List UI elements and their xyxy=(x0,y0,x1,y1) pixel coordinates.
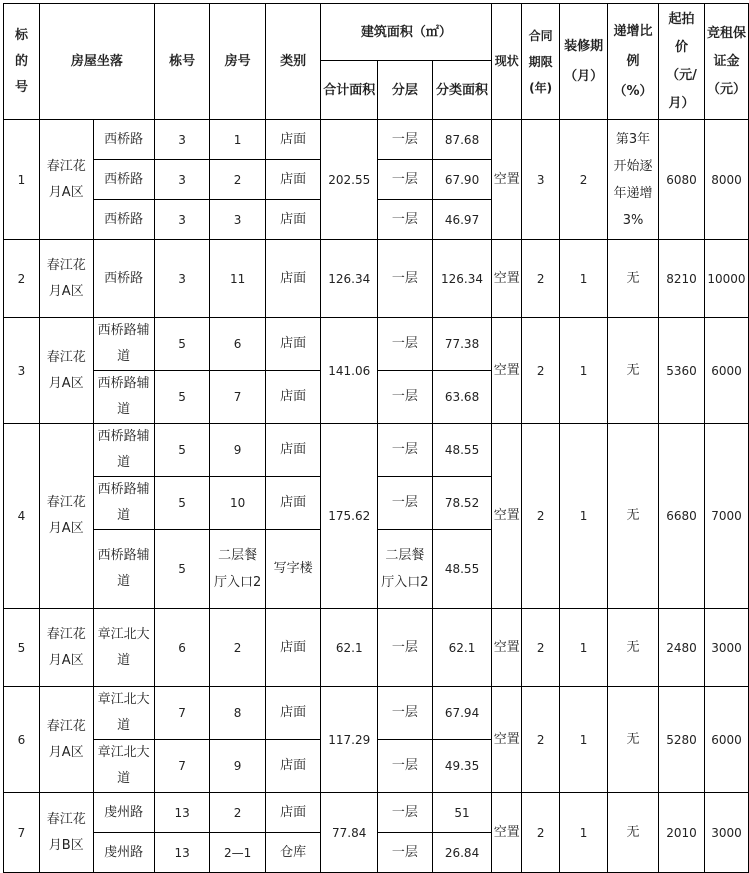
room-no: 10 xyxy=(210,477,266,530)
room-no: 7 xyxy=(210,371,266,424)
room-no: 3 xyxy=(210,200,266,240)
building-no: 5 xyxy=(154,318,209,371)
floor: 一层 xyxy=(378,609,433,687)
building-no: 6 xyxy=(154,609,209,687)
status: 空置 xyxy=(492,120,522,240)
area-total: 117.29 xyxy=(321,687,378,793)
status: 空置 xyxy=(492,609,522,687)
contract-years: 3 xyxy=(522,120,560,240)
contract-years: 2 xyxy=(522,793,560,873)
floor: 一层 xyxy=(378,687,433,740)
header-building: 栋号 xyxy=(154,4,209,120)
start-price: 5280 xyxy=(659,687,705,793)
road: 西桥路 xyxy=(93,120,154,160)
community: 春江花月A区 xyxy=(39,120,93,240)
deposit: 6000 xyxy=(704,687,748,793)
area-class: 87.68 xyxy=(432,120,492,160)
deposit: 3000 xyxy=(704,609,748,687)
room-no: 8 xyxy=(210,687,266,740)
category: 仓库 xyxy=(265,833,320,873)
renovation-months: 2 xyxy=(560,120,608,240)
building-no: 3 xyxy=(154,240,209,318)
status: 空置 xyxy=(492,793,522,873)
header-room: 房号 xyxy=(210,4,266,120)
area-class: 26.84 xyxy=(432,833,492,873)
room-no: 2 xyxy=(210,609,266,687)
building-no: 13 xyxy=(154,793,209,833)
room-no: 1 xyxy=(210,120,266,160)
road: 章江北大道 xyxy=(93,609,154,687)
contract-years: 2 xyxy=(522,318,560,424)
table-row xyxy=(4,609,749,687)
area-class: 46.97 xyxy=(432,200,492,240)
category: 店面 xyxy=(265,424,320,477)
room-no: 2 xyxy=(210,160,266,200)
road: 西桥路辅道 xyxy=(93,318,154,371)
room-no: 9 xyxy=(210,424,266,477)
header-lot: 标的号 xyxy=(4,4,40,120)
building-no: 7 xyxy=(154,740,209,793)
floor: 一层 xyxy=(378,833,433,873)
floor: 一层 xyxy=(378,318,433,371)
deposit: 10000 xyxy=(704,240,748,318)
building-no: 3 xyxy=(154,200,209,240)
area-total: 175.62 xyxy=(321,424,378,609)
area-class: 126.34 xyxy=(432,240,492,318)
floor: 一层 xyxy=(378,200,433,240)
category: 写字楼 xyxy=(265,530,320,609)
floor: 一层 xyxy=(378,740,433,793)
category: 店面 xyxy=(265,240,320,318)
area-class: 67.94 xyxy=(432,687,492,740)
header-area-class: 分类面积 xyxy=(432,61,492,120)
community: 春江花月A区 xyxy=(39,240,93,318)
start-price: 2480 xyxy=(659,609,705,687)
room-no: 6 xyxy=(210,318,266,371)
area-class: 67.90 xyxy=(432,160,492,200)
contract-years: 2 xyxy=(522,240,560,318)
start-price: 2010 xyxy=(659,793,705,873)
contract-years: 2 xyxy=(522,609,560,687)
road: 西桥路 xyxy=(93,200,154,240)
table-row xyxy=(4,424,749,477)
increase: 无 xyxy=(608,687,659,793)
community: 春江花月A区 xyxy=(39,609,93,687)
category: 店面 xyxy=(265,740,320,793)
contract-years: 2 xyxy=(522,424,560,609)
rental-lots-table xyxy=(3,3,749,873)
room-no: 9 xyxy=(210,740,266,793)
renovation-months: 1 xyxy=(560,240,608,318)
road: 章江北大道 xyxy=(93,740,154,793)
road: 虔州路 xyxy=(93,833,154,873)
road: 西桥路辅道 xyxy=(93,530,154,609)
floor: 一层 xyxy=(378,793,433,833)
building-no: 13 xyxy=(154,833,209,873)
floor: 一层 xyxy=(378,160,433,200)
increase: 无 xyxy=(608,793,659,873)
floor: 一层 xyxy=(378,240,433,318)
status: 空置 xyxy=(492,687,522,793)
status: 空置 xyxy=(492,318,522,424)
building-no: 5 xyxy=(154,371,209,424)
building-no: 3 xyxy=(154,160,209,200)
increase: 无 xyxy=(608,609,659,687)
lot-number: 3 xyxy=(4,318,40,424)
header-category: 类别 xyxy=(265,4,320,120)
header-floor: 分层 xyxy=(378,61,433,120)
road: 西桥路 xyxy=(93,160,154,200)
road: 西桥路辅道 xyxy=(93,477,154,530)
road: 西桥路辅道 xyxy=(93,424,154,477)
floor: 一层 xyxy=(378,371,433,424)
category: 店面 xyxy=(265,200,320,240)
status: 空置 xyxy=(492,240,522,318)
area-total: 126.34 xyxy=(321,240,378,318)
area-class: 48.55 xyxy=(432,424,492,477)
room-no: 2 xyxy=(210,793,266,833)
room-no: 2—1 xyxy=(210,833,266,873)
floor: 一层 xyxy=(378,120,433,160)
area-class: 77.38 xyxy=(432,318,492,371)
room-no: 二层餐厅入口2 xyxy=(210,530,266,609)
renovation-months: 1 xyxy=(560,687,608,793)
increase: 无 xyxy=(608,424,659,609)
area-class: 62.1 xyxy=(432,609,492,687)
area-class: 49.35 xyxy=(432,740,492,793)
increase: 无 xyxy=(608,318,659,424)
increase: 无 xyxy=(608,240,659,318)
category: 店面 xyxy=(265,120,320,160)
lot-number: 5 xyxy=(4,609,40,687)
road: 章江北大道 xyxy=(93,687,154,740)
building-no: 3 xyxy=(154,120,209,160)
table-row xyxy=(4,120,749,160)
table-row xyxy=(4,240,749,318)
deposit: 3000 xyxy=(704,793,748,873)
deposit: 8000 xyxy=(704,120,748,240)
lot-number: 4 xyxy=(4,424,40,609)
header-increase: 递增比例（%） xyxy=(608,4,659,120)
contract-years: 2 xyxy=(522,687,560,793)
community: 春江花月A区 xyxy=(39,687,93,793)
floor: 一层 xyxy=(378,424,433,477)
deposit: 6000 xyxy=(704,318,748,424)
area-class: 78.52 xyxy=(432,477,492,530)
table-row xyxy=(4,687,749,740)
table-row xyxy=(4,318,749,371)
header-deposit: 竞租保证金（元） xyxy=(704,4,748,120)
table-row xyxy=(4,793,749,833)
road: 西桥路辅道 xyxy=(93,371,154,424)
start-price: 8210 xyxy=(659,240,705,318)
road: 西桥路 xyxy=(93,240,154,318)
floor: 一层 xyxy=(378,477,433,530)
category: 店面 xyxy=(265,687,320,740)
area-total: 141.06 xyxy=(321,318,378,424)
area-class: 51 xyxy=(432,793,492,833)
building-no: 5 xyxy=(154,424,209,477)
header-contract-years: 合同期限(年) xyxy=(522,4,560,120)
lot-number: 7 xyxy=(4,793,40,873)
community: 春江花月A区 xyxy=(39,318,93,424)
start-price: 5360 xyxy=(659,318,705,424)
renovation-months: 1 xyxy=(560,318,608,424)
header-status: 现状 xyxy=(492,4,522,120)
area-total: 202.55 xyxy=(321,120,378,240)
header-area-group: 建筑面积（㎡） xyxy=(321,4,492,61)
status: 空置 xyxy=(492,424,522,609)
category: 店面 xyxy=(265,609,320,687)
header-start-price: 起拍价（元/月） xyxy=(659,4,705,120)
area-class: 63.68 xyxy=(432,371,492,424)
renovation-months: 1 xyxy=(560,793,608,873)
header-location: 房屋坐落 xyxy=(39,4,154,120)
building-no: 5 xyxy=(154,477,209,530)
deposit: 7000 xyxy=(704,424,748,609)
header-area-total: 合计面积 xyxy=(321,61,378,120)
lot-number: 2 xyxy=(4,240,40,318)
category: 店面 xyxy=(265,371,320,424)
start-price: 6680 xyxy=(659,424,705,609)
area-class: 48.55 xyxy=(432,530,492,609)
floor: 二层餐厅入口2 xyxy=(378,530,433,609)
category: 店面 xyxy=(265,160,320,200)
renovation-months: 1 xyxy=(560,424,608,609)
lot-number: 1 xyxy=(4,120,40,240)
area-total: 62.1 xyxy=(321,609,378,687)
increase: 第3年开始逐年递增3% xyxy=(608,120,659,240)
start-price: 6080 xyxy=(659,120,705,240)
building-no: 5 xyxy=(154,530,209,609)
category: 店面 xyxy=(265,318,320,371)
community: 春江花月A区 xyxy=(39,424,93,609)
category: 店面 xyxy=(265,793,320,833)
category: 店面 xyxy=(265,477,320,530)
renovation-months: 1 xyxy=(560,609,608,687)
lot-number: 6 xyxy=(4,687,40,793)
room-no: 11 xyxy=(210,240,266,318)
community: 春江花月B区 xyxy=(39,793,93,873)
area-total: 77.84 xyxy=(321,793,378,873)
building-no: 7 xyxy=(154,687,209,740)
road: 虔州路 xyxy=(93,793,154,833)
header-renovation: 装修期（月） xyxy=(560,4,608,120)
